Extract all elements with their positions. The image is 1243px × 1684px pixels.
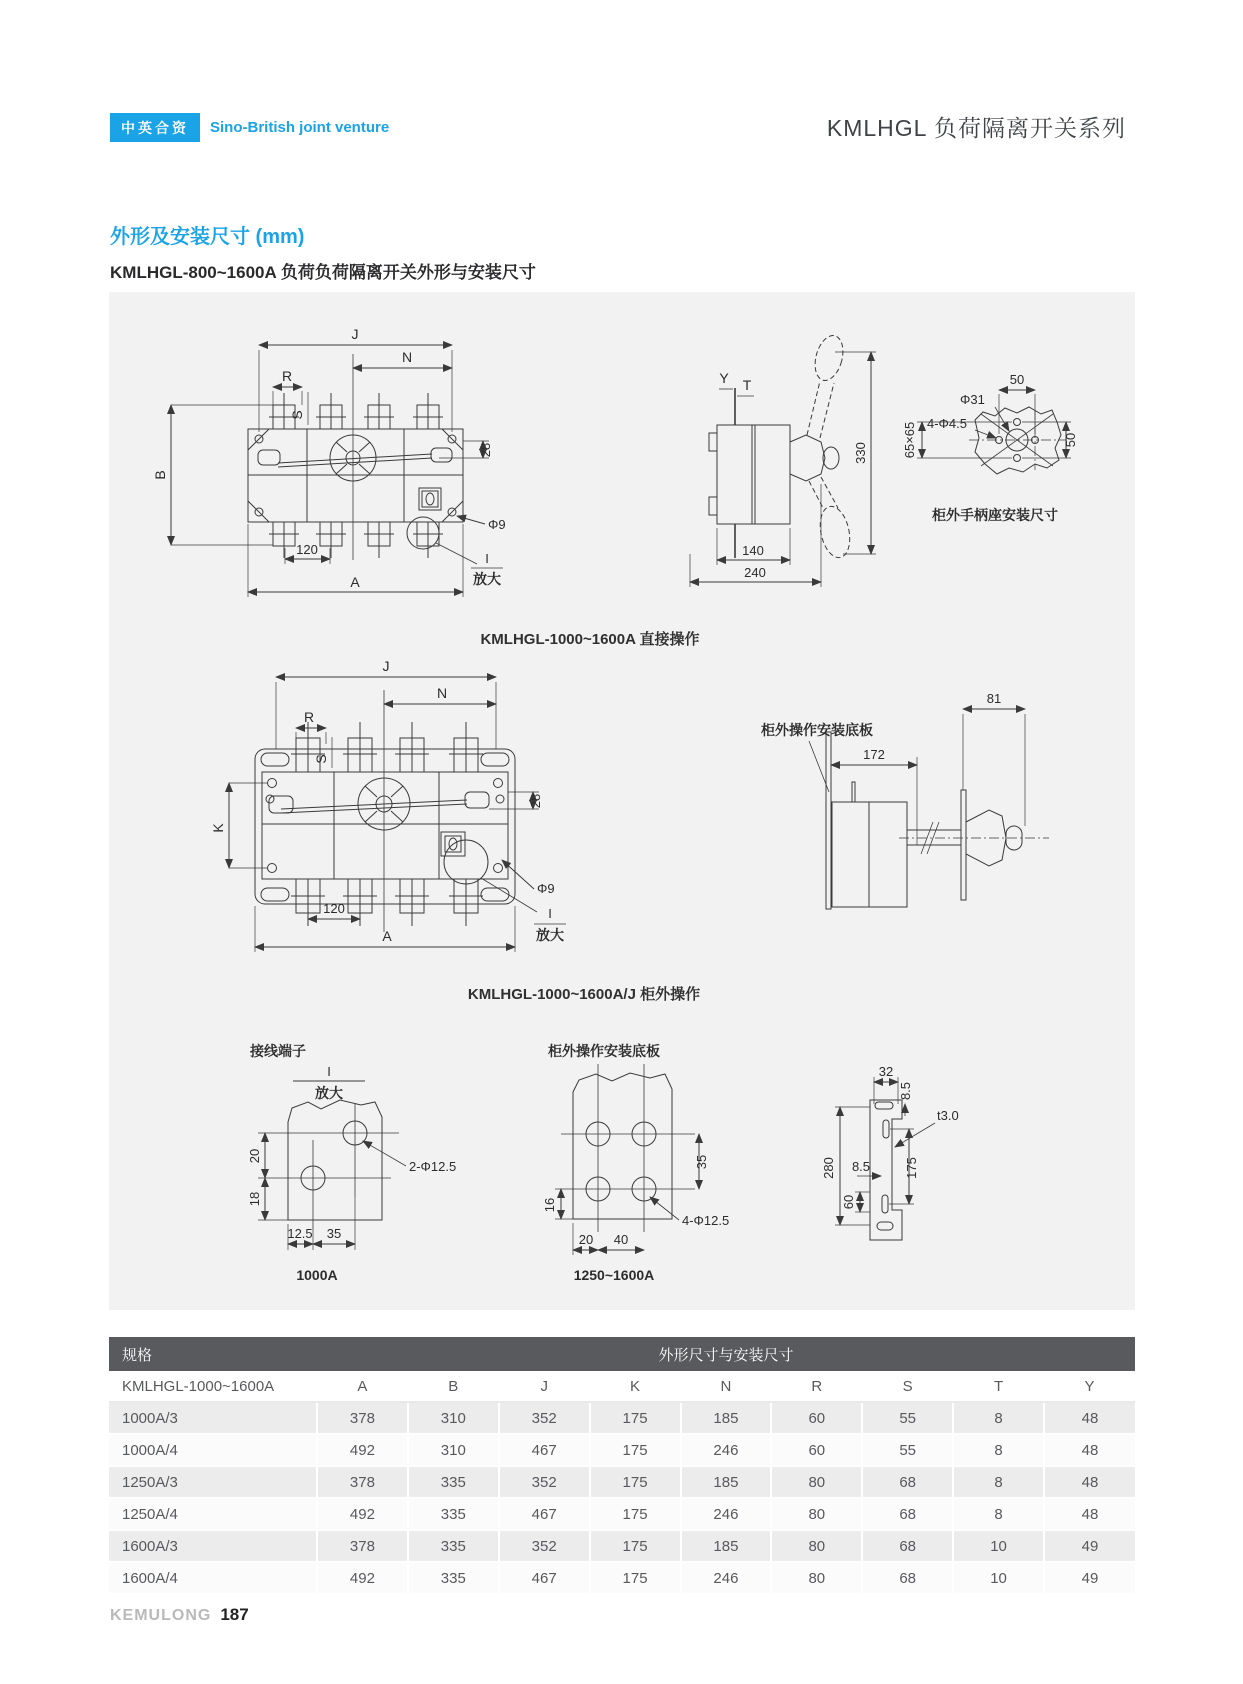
magnify-label: 放大: [473, 571, 501, 587]
dim-label-a: A: [382, 928, 392, 944]
magnify-label: 放大: [315, 1085, 343, 1101]
venture-subtitle: Sino-British joint venture: [210, 119, 390, 136]
terminal-caption: 1000A: [296, 1267, 338, 1283]
dim-label-35: 35: [326, 1226, 342, 1241]
dim-label-s: S: [313, 754, 329, 764]
caption-direct-operation: KMLHGL-1000~1600A 直接操作: [480, 631, 700, 648]
dim-label-a: A: [350, 574, 360, 590]
dim-label-140: 140: [742, 543, 764, 558]
dim-value: 467: [499, 1434, 590, 1466]
table-row: [109, 1562, 1135, 1594]
dim-value: 60: [771, 1402, 862, 1434]
dim-value: 175: [590, 1562, 681, 1594]
dim-value: 185: [681, 1530, 772, 1562]
dim-value: 49: [1044, 1530, 1135, 1562]
table-header-row: [109, 1337, 1135, 1371]
row-spec: 1600A/4: [109, 1562, 317, 1594]
dim-label-125: 12.5: [287, 1226, 313, 1241]
series-title: KMLHGL 负荷隔离开关系列: [826, 115, 1126, 141]
dim-label-40: 40: [613, 1232, 629, 1247]
magnify-ref-label: I: [485, 551, 489, 566]
brand-logo: KEMULONG: [110, 1607, 212, 1624]
dim-label-50-top: 50: [1009, 372, 1025, 387]
dim-value: 10: [953, 1562, 1044, 1594]
column-header: Y: [1044, 1371, 1135, 1402]
handle-seat-caption: 柜外手柄座安装尺寸: [932, 507, 1058, 523]
dim-label-n: N: [401, 349, 413, 365]
dim-label-j: J: [382, 658, 390, 674]
column-header: J: [499, 1371, 590, 1402]
row-spec: 1250A/4: [109, 1498, 317, 1530]
dim-label-phi31: Φ31: [960, 392, 985, 407]
dim-label-120: 120: [323, 901, 345, 916]
dim-label-32: 32: [878, 1064, 894, 1079]
dim-label-172: 172: [863, 747, 885, 762]
table-row: [109, 1434, 1135, 1466]
joint-venture-badge: [110, 113, 200, 142]
drawing-handle-seat: [902, 372, 1078, 523]
column-header: K: [590, 1371, 681, 1402]
dim-value: 310: [408, 1434, 499, 1466]
dim-value: 48: [1044, 1402, 1135, 1434]
dims-header: 外形尺寸与安装尺寸: [317, 1337, 1135, 1371]
dim-label-4phi125: 4-Φ12.5: [682, 1213, 730, 1228]
drawing-direct-front: [152, 326, 506, 597]
drawing-baseplate-1250-1600a: [542, 1043, 729, 1283]
dim-value: 352: [499, 1530, 590, 1562]
column-header: T: [953, 1371, 1044, 1402]
column-header: S: [862, 1371, 953, 1402]
badge-label: 中英合资: [121, 119, 189, 136]
dim-label-65x65: 65×65: [902, 421, 917, 459]
dim-value: 55: [862, 1434, 953, 1466]
dim-value: 49: [1044, 1562, 1135, 1594]
dim-value: 492: [317, 1562, 408, 1594]
page-number: 187: [220, 1605, 249, 1624]
dim-label-60: 60: [841, 1194, 856, 1210]
dim-label-t: T: [742, 377, 752, 393]
dim-value: 48: [1044, 1466, 1135, 1498]
row-spec: 1250A/3: [109, 1466, 317, 1498]
drawings-panel: [109, 292, 1135, 1310]
dim-value: 185: [681, 1402, 772, 1434]
dim-value: 60: [771, 1434, 862, 1466]
drawing-outside-side: [761, 691, 1049, 909]
dim-value: 378: [317, 1402, 408, 1434]
dim-value: 175: [590, 1466, 681, 1498]
dim-label-81: 81: [986, 691, 1002, 706]
drawing-terminal-1000a: [247, 1043, 456, 1283]
dim-value: 310: [408, 1402, 499, 1434]
dim-value: 80: [771, 1466, 862, 1498]
dim-value: 80: [771, 1562, 862, 1594]
magnify-label: 放大: [536, 927, 564, 943]
dim-value: 246: [681, 1498, 772, 1530]
dim-label-28: 28: [478, 442, 493, 458]
dim-value: 467: [499, 1498, 590, 1530]
dim-label-2phi125: 2-Φ12.5: [409, 1159, 457, 1174]
dim-label-phi9: Φ9: [537, 881, 555, 896]
dim-label-s: S: [289, 410, 305, 420]
dim-value: 80: [771, 1498, 862, 1530]
dim-value: 68: [862, 1530, 953, 1562]
section-title: 外形及安装尺寸 (mm): [110, 226, 305, 248]
dim-value: 467: [499, 1562, 590, 1594]
dim-label-phi9: Φ9: [488, 517, 506, 532]
dim-label-y: Y: [719, 370, 729, 386]
dim-label-holes: 4-Φ4.5: [927, 416, 968, 431]
dim-value: 175: [590, 1530, 681, 1562]
row-spec: 1600A/3: [109, 1530, 317, 1562]
section-subtitle: KMLHGL-800~1600A 负荷负荷隔离开关外形与安装尺寸: [110, 263, 536, 282]
dim-value: 492: [317, 1498, 408, 1530]
dim-value: 175: [590, 1498, 681, 1530]
dim-label-t3: t3.0: [937, 1108, 959, 1123]
table-row: [109, 1498, 1135, 1530]
dim-value: 8: [953, 1402, 1044, 1434]
caption-outside-operation: KMLHGL-1000~1600A/J 柜外操作: [467, 986, 701, 1003]
baseplate-title: 柜外操作安装底板: [548, 1043, 660, 1059]
dim-value: 335: [408, 1466, 499, 1498]
dim-value: 8: [953, 1498, 1044, 1530]
dim-value: 352: [499, 1466, 590, 1498]
dim-value: 175: [590, 1434, 681, 1466]
dim-value: 335: [408, 1498, 499, 1530]
dim-label-120: 120: [296, 542, 318, 557]
dim-label-18: 18: [247, 1191, 262, 1207]
dim-label-85-low: 8.5: [851, 1159, 871, 1174]
dim-value: 492: [317, 1434, 408, 1466]
dim-value: 175: [590, 1402, 681, 1434]
dim-label-16: 16: [542, 1197, 557, 1213]
dim-value: 246: [681, 1434, 772, 1466]
table-row: [109, 1402, 1135, 1434]
dim-label-280: 280: [821, 1157, 836, 1179]
dim-value: 68: [862, 1562, 953, 1594]
baseplate-caption: 1250~1600A: [573, 1267, 655, 1283]
drawing-direct-side: [690, 332, 876, 587]
dim-value: 8: [953, 1466, 1044, 1498]
spec-header: 规格: [109, 1337, 317, 1371]
footer: [110, 1605, 249, 1625]
dim-value: 55: [862, 1402, 953, 1434]
column-header: A: [317, 1371, 408, 1402]
dim-label-85-top: 8.5: [898, 1081, 913, 1101]
model-row: [109, 1371, 1135, 1402]
dim-label-k: K: [210, 823, 226, 833]
dim-value: 80: [771, 1530, 862, 1562]
table-body: [109, 1402, 1135, 1594]
dim-label-330: 330: [853, 442, 868, 464]
column-header: N: [681, 1371, 772, 1402]
dim-value: 352: [499, 1402, 590, 1434]
drawing-profile-plate: [821, 1064, 959, 1240]
row-spec: 1000A/4: [109, 1434, 317, 1466]
dim-value: 48: [1044, 1498, 1135, 1530]
table-row: [109, 1530, 1135, 1562]
dim-label-n: N: [436, 685, 448, 701]
dim-value: 185: [681, 1466, 772, 1498]
dim-value: 68: [862, 1498, 953, 1530]
dim-label-20: 20: [578, 1232, 594, 1247]
dim-label-j: J: [351, 326, 359, 342]
dim-value: 68: [862, 1466, 953, 1498]
dim-value: 8: [953, 1434, 1044, 1466]
dim-value: 335: [408, 1530, 499, 1562]
column-header: B: [408, 1371, 499, 1402]
dimensions-table: [109, 1337, 1135, 1595]
magnify-ref-label: I: [548, 906, 552, 921]
dim-value: 48: [1044, 1434, 1135, 1466]
dim-label-240: 240: [744, 565, 766, 580]
dim-label-28: 28: [528, 793, 543, 809]
baseplate-pointer-label: 柜外操作安装底板: [761, 722, 873, 738]
dim-label-175: 175: [904, 1157, 919, 1179]
dim-label-50-right: 50: [1063, 432, 1078, 448]
dim-value: 335: [408, 1562, 499, 1594]
dim-label-b: B: [152, 470, 168, 480]
dim-label-r: R: [281, 368, 293, 384]
dim-label-20: 20: [247, 1148, 262, 1164]
drawing-outside-front: [210, 658, 566, 952]
dim-value: 378: [317, 1466, 408, 1498]
column-header: R: [771, 1371, 862, 1402]
dim-label-35: 35: [694, 1154, 709, 1170]
terminal-title: 接线端子: [250, 1043, 306, 1059]
row-spec: 1000A/3: [109, 1402, 317, 1434]
magnify-ref-label: I: [327, 1064, 331, 1079]
table-row: [109, 1466, 1135, 1498]
dim-value: 246: [681, 1562, 772, 1594]
dim-value: 10: [953, 1530, 1044, 1562]
model-name: KMLHGL-1000~1600A: [109, 1371, 317, 1402]
dim-value: 378: [317, 1530, 408, 1562]
dim-label-r: R: [303, 709, 315, 725]
